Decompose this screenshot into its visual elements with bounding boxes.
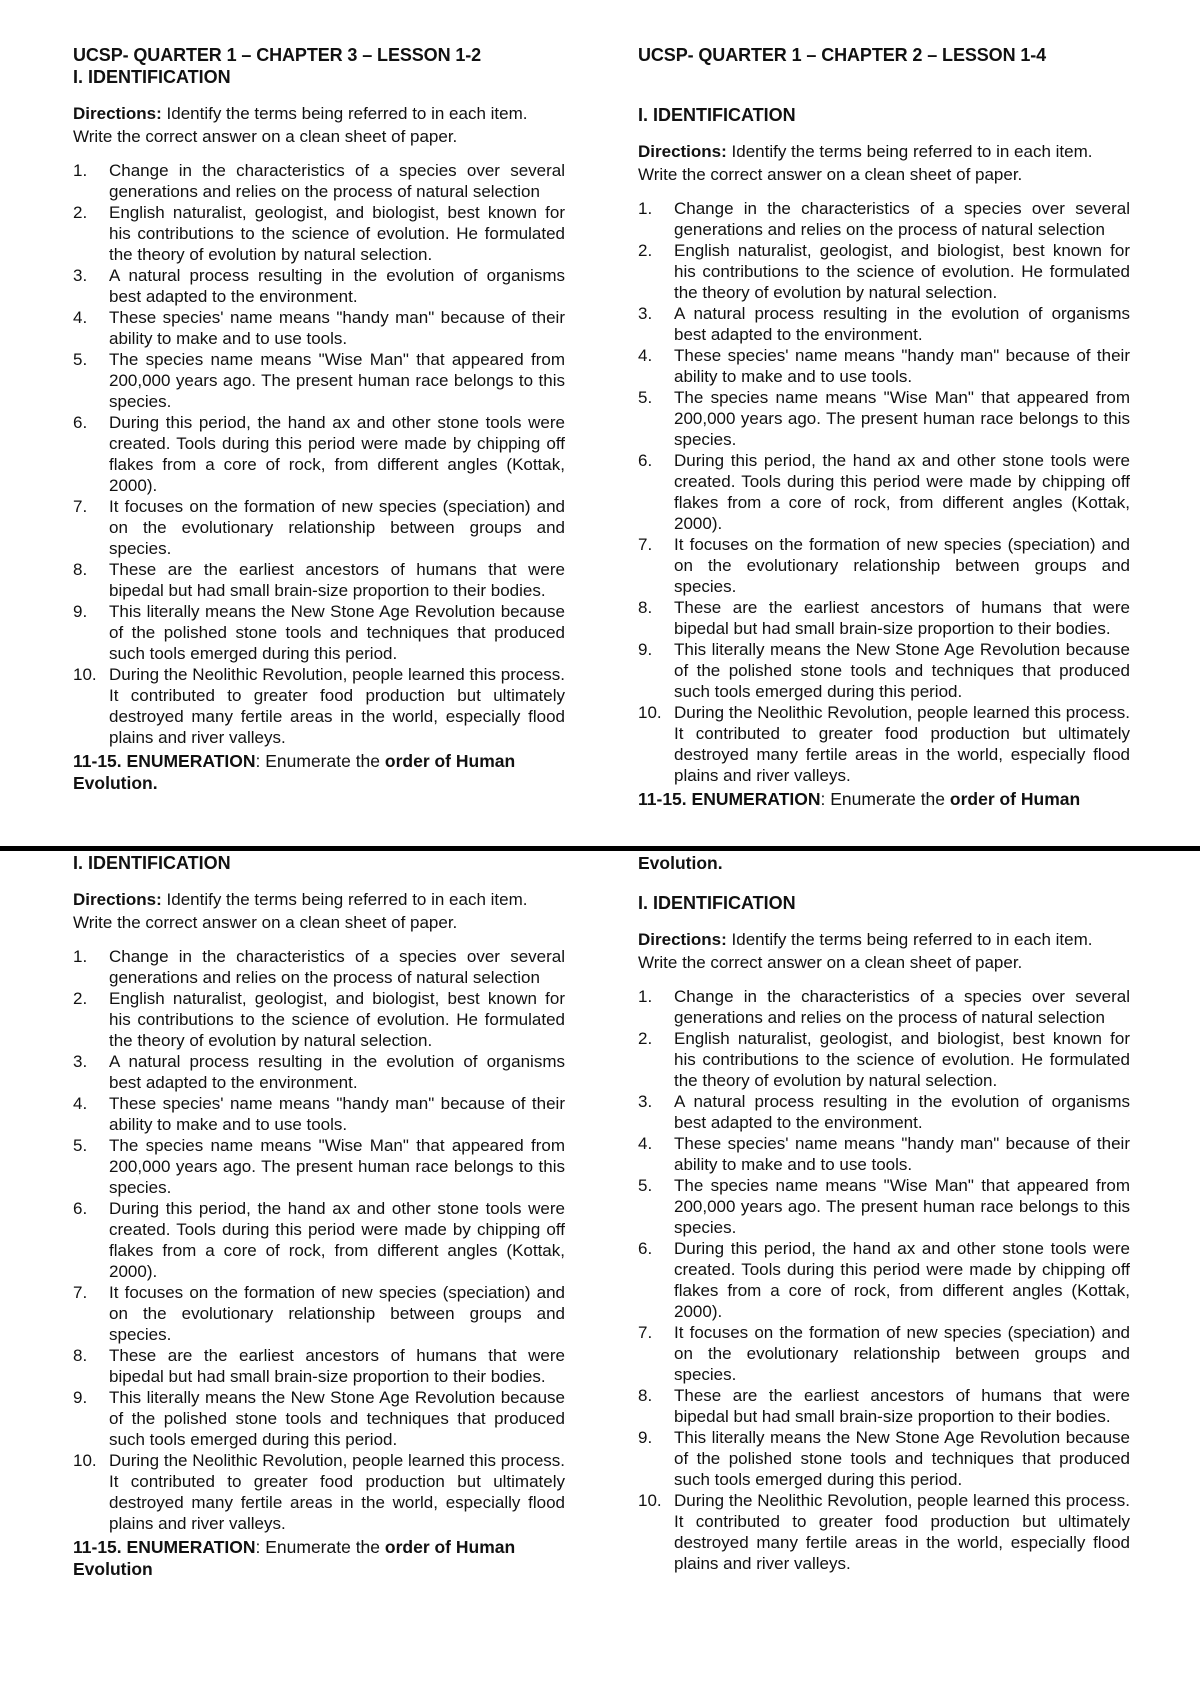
quadrant-top-left <box>73 44 565 794</box>
item-number: 4. <box>638 346 653 365</box>
item-text: These are the earliest ancestors of humans that were bipedal but had small brain-size proportion to their bodies. <box>109 1346 565 1386</box>
list-item <box>638 597 1130 639</box>
item-text: It focuses on the formation of new species (speciation) and on the evolutionary relationship between groups and species. <box>674 535 1130 596</box>
section-heading: I. IDENTIFICATION <box>638 105 796 125</box>
enumeration-instruction <box>73 1536 565 1580</box>
item-text: These species' name means "handy man" because of their ability to make and to use tools. <box>674 1134 1130 1174</box>
list-item <box>73 496 565 559</box>
item-number: 10. <box>73 1451 97 1470</box>
enumeration-bold: order of Human Evolution <box>73 1537 516 1579</box>
list-item <box>73 265 565 307</box>
section-heading: I. IDENTIFICATION <box>73 853 231 873</box>
list-item <box>638 1322 1130 1385</box>
item-text: English naturalist, geologist, and biologist, best known for his contributions to the science of evolution. He formulated the theory of evolution by natural selection. <box>674 241 1130 302</box>
item-number: 5. <box>73 1136 88 1155</box>
enumeration-bold: order of Human <box>949 789 1081 809</box>
list-item <box>73 1198 565 1282</box>
list-item <box>638 345 1130 387</box>
item-number: 1. <box>638 987 653 1006</box>
item-text: Change in the characteristics of a species over several generations and relies on the process of natural selection <box>109 161 565 201</box>
item-text: A natural process resulting in the evolution of organisms best adapted to the environment. <box>674 1092 1130 1132</box>
item-text: These are the earliest ancestors of humans that were bipedal but had small brain-size proportion to their bodies. <box>674 598 1130 638</box>
item-number: 3. <box>638 1092 653 1111</box>
item-number: 7. <box>638 1323 653 1342</box>
directions-label: Directions: <box>73 890 162 909</box>
list-item <box>638 1133 1130 1175</box>
item-number: 2. <box>73 989 88 1008</box>
list-item <box>73 1345 565 1387</box>
directions-label: Directions: <box>638 142 727 161</box>
list-item <box>638 1175 1130 1238</box>
enumeration-continued: Evolution. <box>638 853 723 873</box>
item-number: 2. <box>638 241 653 260</box>
list-item <box>638 387 1130 450</box>
quadrant-bottom-left <box>73 852 565 1580</box>
list-item <box>73 1450 565 1534</box>
item-list <box>638 986 1130 1574</box>
list-item <box>638 1490 1130 1574</box>
item-text: During the Neolithic Revolution, people learned this process. It contributed to greater food production but ultimately destroyed many fertile areas in the world, especially flood plains and river valleys. <box>109 665 565 747</box>
item-number: 9. <box>73 602 88 621</box>
item-text: Change in the characteristics of a species over several generations and relies on the process of natural selection <box>674 987 1130 1027</box>
directions-label: Directions: <box>73 104 162 123</box>
item-number: 4. <box>73 1094 88 1113</box>
list-item <box>638 986 1130 1028</box>
list-item <box>73 664 565 748</box>
item-number: 10. <box>638 1491 662 1510</box>
item-number: 7. <box>73 1283 88 1302</box>
item-text: The species name means "Wise Man" that appeared from 200,000 years ago. The present human race belongs to this species. <box>109 350 565 411</box>
item-text: It focuses on the formation of new species (speciation) and on the evolutionary relationship between groups and species. <box>109 1283 565 1344</box>
item-text: This literally means the New Stone Age Revolution because of the polished stone tools and techniques that produced such tools emerged during this period. <box>109 602 565 663</box>
item-number: 10. <box>73 665 97 684</box>
quadrant-bottom-right <box>638 892 1130 1574</box>
item-text: A natural process resulting in the evolution of organisms best adapted to the environment. <box>674 304 1130 344</box>
item-number: 5. <box>73 350 88 369</box>
enumeration-label: 11-15. ENUMERATION <box>73 1537 256 1557</box>
item-text: During the Neolithic Revolution, people learned this process. It contributed to greater food production but ultimately destroyed many fertile areas in the world, especially flood plains and river valleys. <box>674 703 1130 785</box>
item-number: 9. <box>73 1388 88 1407</box>
item-number: 1. <box>73 947 88 966</box>
list-item <box>638 450 1130 534</box>
item-number: 5. <box>638 388 653 407</box>
list-item <box>638 240 1130 303</box>
list-item <box>638 534 1130 597</box>
list-item <box>73 307 565 349</box>
list-item <box>73 1093 565 1135</box>
directions <box>638 928 1130 974</box>
item-text: These species' name means "handy man" because of their ability to make and to use tools. <box>109 308 565 348</box>
item-number: 8. <box>73 560 88 579</box>
item-text: These are the earliest ancestors of humans that were bipedal but had small brain-size proportion to their bodies. <box>674 1386 1130 1426</box>
directions-label: Directions: <box>638 930 727 949</box>
item-text: During this period, the hand ax and other stone tools were created. Tools during this period were made by chipping off flakes from a core of rock, from different angles (Kottak, 2000). <box>109 413 565 495</box>
directions-text: Identify the terms being referred to in each item. Write the correct answer on a clean sheet of paper. <box>73 890 528 932</box>
enumeration-instruction <box>638 788 1130 810</box>
list-item <box>73 559 565 601</box>
list-item <box>638 1028 1130 1091</box>
item-number: 10. <box>638 703 662 722</box>
item-text: The species name means "Wise Man" that appeared from 200,000 years ago. The present human race belongs to this species. <box>674 388 1130 449</box>
cut-line <box>0 846 1200 851</box>
item-text: This literally means the New Stone Age Revolution because of the polished stone tools and techniques that produced such tools emerged during this period. <box>109 1388 565 1449</box>
item-text: The species name means "Wise Man" that appeared from 200,000 years ago. The present human race belongs to this species. <box>109 1136 565 1197</box>
enumeration-instruction <box>73 750 565 794</box>
item-list <box>73 946 565 1534</box>
item-number: 9. <box>638 640 653 659</box>
list-item <box>638 1238 1130 1322</box>
list-item <box>73 601 565 664</box>
list-item <box>638 639 1130 702</box>
item-text: English naturalist, geologist, and biologist, best known for his contributions to the science of evolution. He formulated the theory of evolution by natural selection. <box>109 989 565 1050</box>
list-item <box>638 1385 1130 1427</box>
enumeration-text: : Enumerate the <box>820 789 950 809</box>
directions-text: Identify the terms being referred to in each item. Write the correct answer on a clean sheet of paper. <box>73 104 528 146</box>
item-text: During this period, the hand ax and other stone tools were created. Tools during this period were made by chipping off flakes from a core of rock, from different angles (Kottak, 2000). <box>109 1199 565 1281</box>
item-number: 7. <box>73 497 88 516</box>
item-number: 1. <box>638 199 653 218</box>
list-item <box>73 1051 565 1093</box>
item-text: Change in the characteristics of a species over several generations and relies on the process of natural selection <box>674 199 1130 239</box>
list-item <box>73 1387 565 1450</box>
section-heading: I. IDENTIFICATION <box>638 893 796 913</box>
item-number: 3. <box>638 304 653 323</box>
item-list <box>73 160 565 748</box>
enumeration-bold: order of Human Evolution. <box>73 751 516 793</box>
enumeration-text: : Enumerate the <box>255 751 385 771</box>
list-item <box>638 198 1130 240</box>
item-text: During this period, the hand ax and other stone tools were created. Tools during this period were made by chipping off flakes from a core of rock, from different angles (Kottak, 2000). <box>674 1239 1130 1321</box>
quadrant-top-right-clip <box>638 44 1138 844</box>
item-number: 8. <box>638 598 653 617</box>
item-text: It focuses on the formation of new species (speciation) and on the evolutionary relationship between groups and species. <box>109 497 565 558</box>
list-item <box>73 412 565 496</box>
list-item <box>638 1091 1130 1133</box>
item-number: 8. <box>638 1386 653 1405</box>
chapter-title: UCSP- QUARTER 1 – CHAPTER 3 – LESSON 1-2 <box>73 45 482 65</box>
item-number: 2. <box>638 1029 653 1048</box>
item-number: 4. <box>73 308 88 327</box>
enumeration-label: 11-15. ENUMERATION <box>73 751 256 771</box>
directions-text: Identify the terms being referred to in each item. Write the correct answer on a clean sheet of paper. <box>638 142 1093 184</box>
item-text: English naturalist, geologist, and biologist, best known for his contributions to the science of evolution. He formulated the theory of evolution by natural selection. <box>674 1029 1130 1090</box>
item-text: It focuses on the formation of new species (speciation) and on the evolutionary relationship between groups and species. <box>674 1323 1130 1384</box>
item-text: During the Neolithic Revolution, people learned this process. It contributed to greater food production but ultimately destroyed many fertile areas in the world, especially flood plains and river valleys. <box>674 1491 1130 1573</box>
list-item <box>73 202 565 265</box>
item-number: 2. <box>73 203 88 222</box>
item-number: 3. <box>73 266 88 285</box>
item-text: During the Neolithic Revolution, people learned this process. It contributed to greater food production but ultimately destroyed many fertile areas in the world, especially flood plains and river valleys. <box>109 1451 565 1533</box>
item-number: 6. <box>73 1199 88 1218</box>
item-text: These species' name means "handy man" because of their ability to make and to use tools. <box>109 1094 565 1134</box>
item-text: This literally means the New Stone Age Revolution because of the polished stone tools and techniques that produced such tools emerged during this period. <box>674 1428 1130 1489</box>
section-heading: I. IDENTIFICATION <box>73 67 231 87</box>
list-item <box>73 160 565 202</box>
list-item <box>73 946 565 988</box>
item-number: 6. <box>638 1239 653 1258</box>
item-number: 6. <box>638 451 653 470</box>
item-text: Change in the characteristics of a species over several generations and relies on the process of natural selection <box>109 947 565 987</box>
chapter-title: UCSP- QUARTER 1 – CHAPTER 2 – LESSON 1-4 <box>638 45 1047 65</box>
item-number: 4. <box>638 1134 653 1153</box>
item-text: A natural process resulting in the evolution of organisms best adapted to the environment. <box>109 266 565 306</box>
item-text: These are the earliest ancestors of humans that were bipedal but had small brain-size proportion to their bodies. <box>109 560 565 600</box>
item-text: These species' name means "handy man" because of their ability to make and to use tools. <box>674 346 1130 386</box>
item-number: 5. <box>638 1176 653 1195</box>
item-text: A natural process resulting in the evolution of organisms best adapted to the environment. <box>109 1052 565 1092</box>
list-item <box>638 303 1130 345</box>
item-number: 8. <box>73 1346 88 1365</box>
item-number: 9. <box>638 1428 653 1447</box>
list-item <box>73 1282 565 1345</box>
item-number: 3. <box>73 1052 88 1071</box>
item-number: 1. <box>73 161 88 180</box>
directions <box>638 140 1130 186</box>
directions-text: Identify the terms being referred to in each item. Write the correct answer on a clean sheet of paper. <box>638 930 1093 972</box>
item-list <box>638 198 1130 786</box>
item-number: 7. <box>638 535 653 554</box>
item-text: The species name means "Wise Man" that appeared from 200,000 years ago. The present human race belongs to this species. <box>674 1176 1130 1237</box>
item-text: This literally means the New Stone Age Revolution because of the polished stone tools and techniques that produced such tools emerged during this period. <box>674 640 1130 701</box>
list-item <box>73 1135 565 1198</box>
list-item <box>73 349 565 412</box>
enumeration-text: : Enumerate the <box>255 1537 385 1557</box>
list-item <box>73 988 565 1051</box>
item-text: English naturalist, geologist, and biologist, best known for his contributions to the science of evolution. He formulated the theory of evolution by natural selection. <box>109 203 565 264</box>
enumeration-label: 11-15. ENUMERATION <box>638 789 821 809</box>
quadrant-top-right <box>638 44 1130 810</box>
list-item <box>638 702 1130 786</box>
directions <box>73 102 565 148</box>
item-number: 6. <box>73 413 88 432</box>
directions <box>73 888 565 934</box>
list-item <box>638 1427 1130 1490</box>
item-text: During this period, the hand ax and other stone tools were created. Tools during this period were made by chipping off flakes from a core of rock, from different angles (Kottak, 2000). <box>674 451 1130 533</box>
